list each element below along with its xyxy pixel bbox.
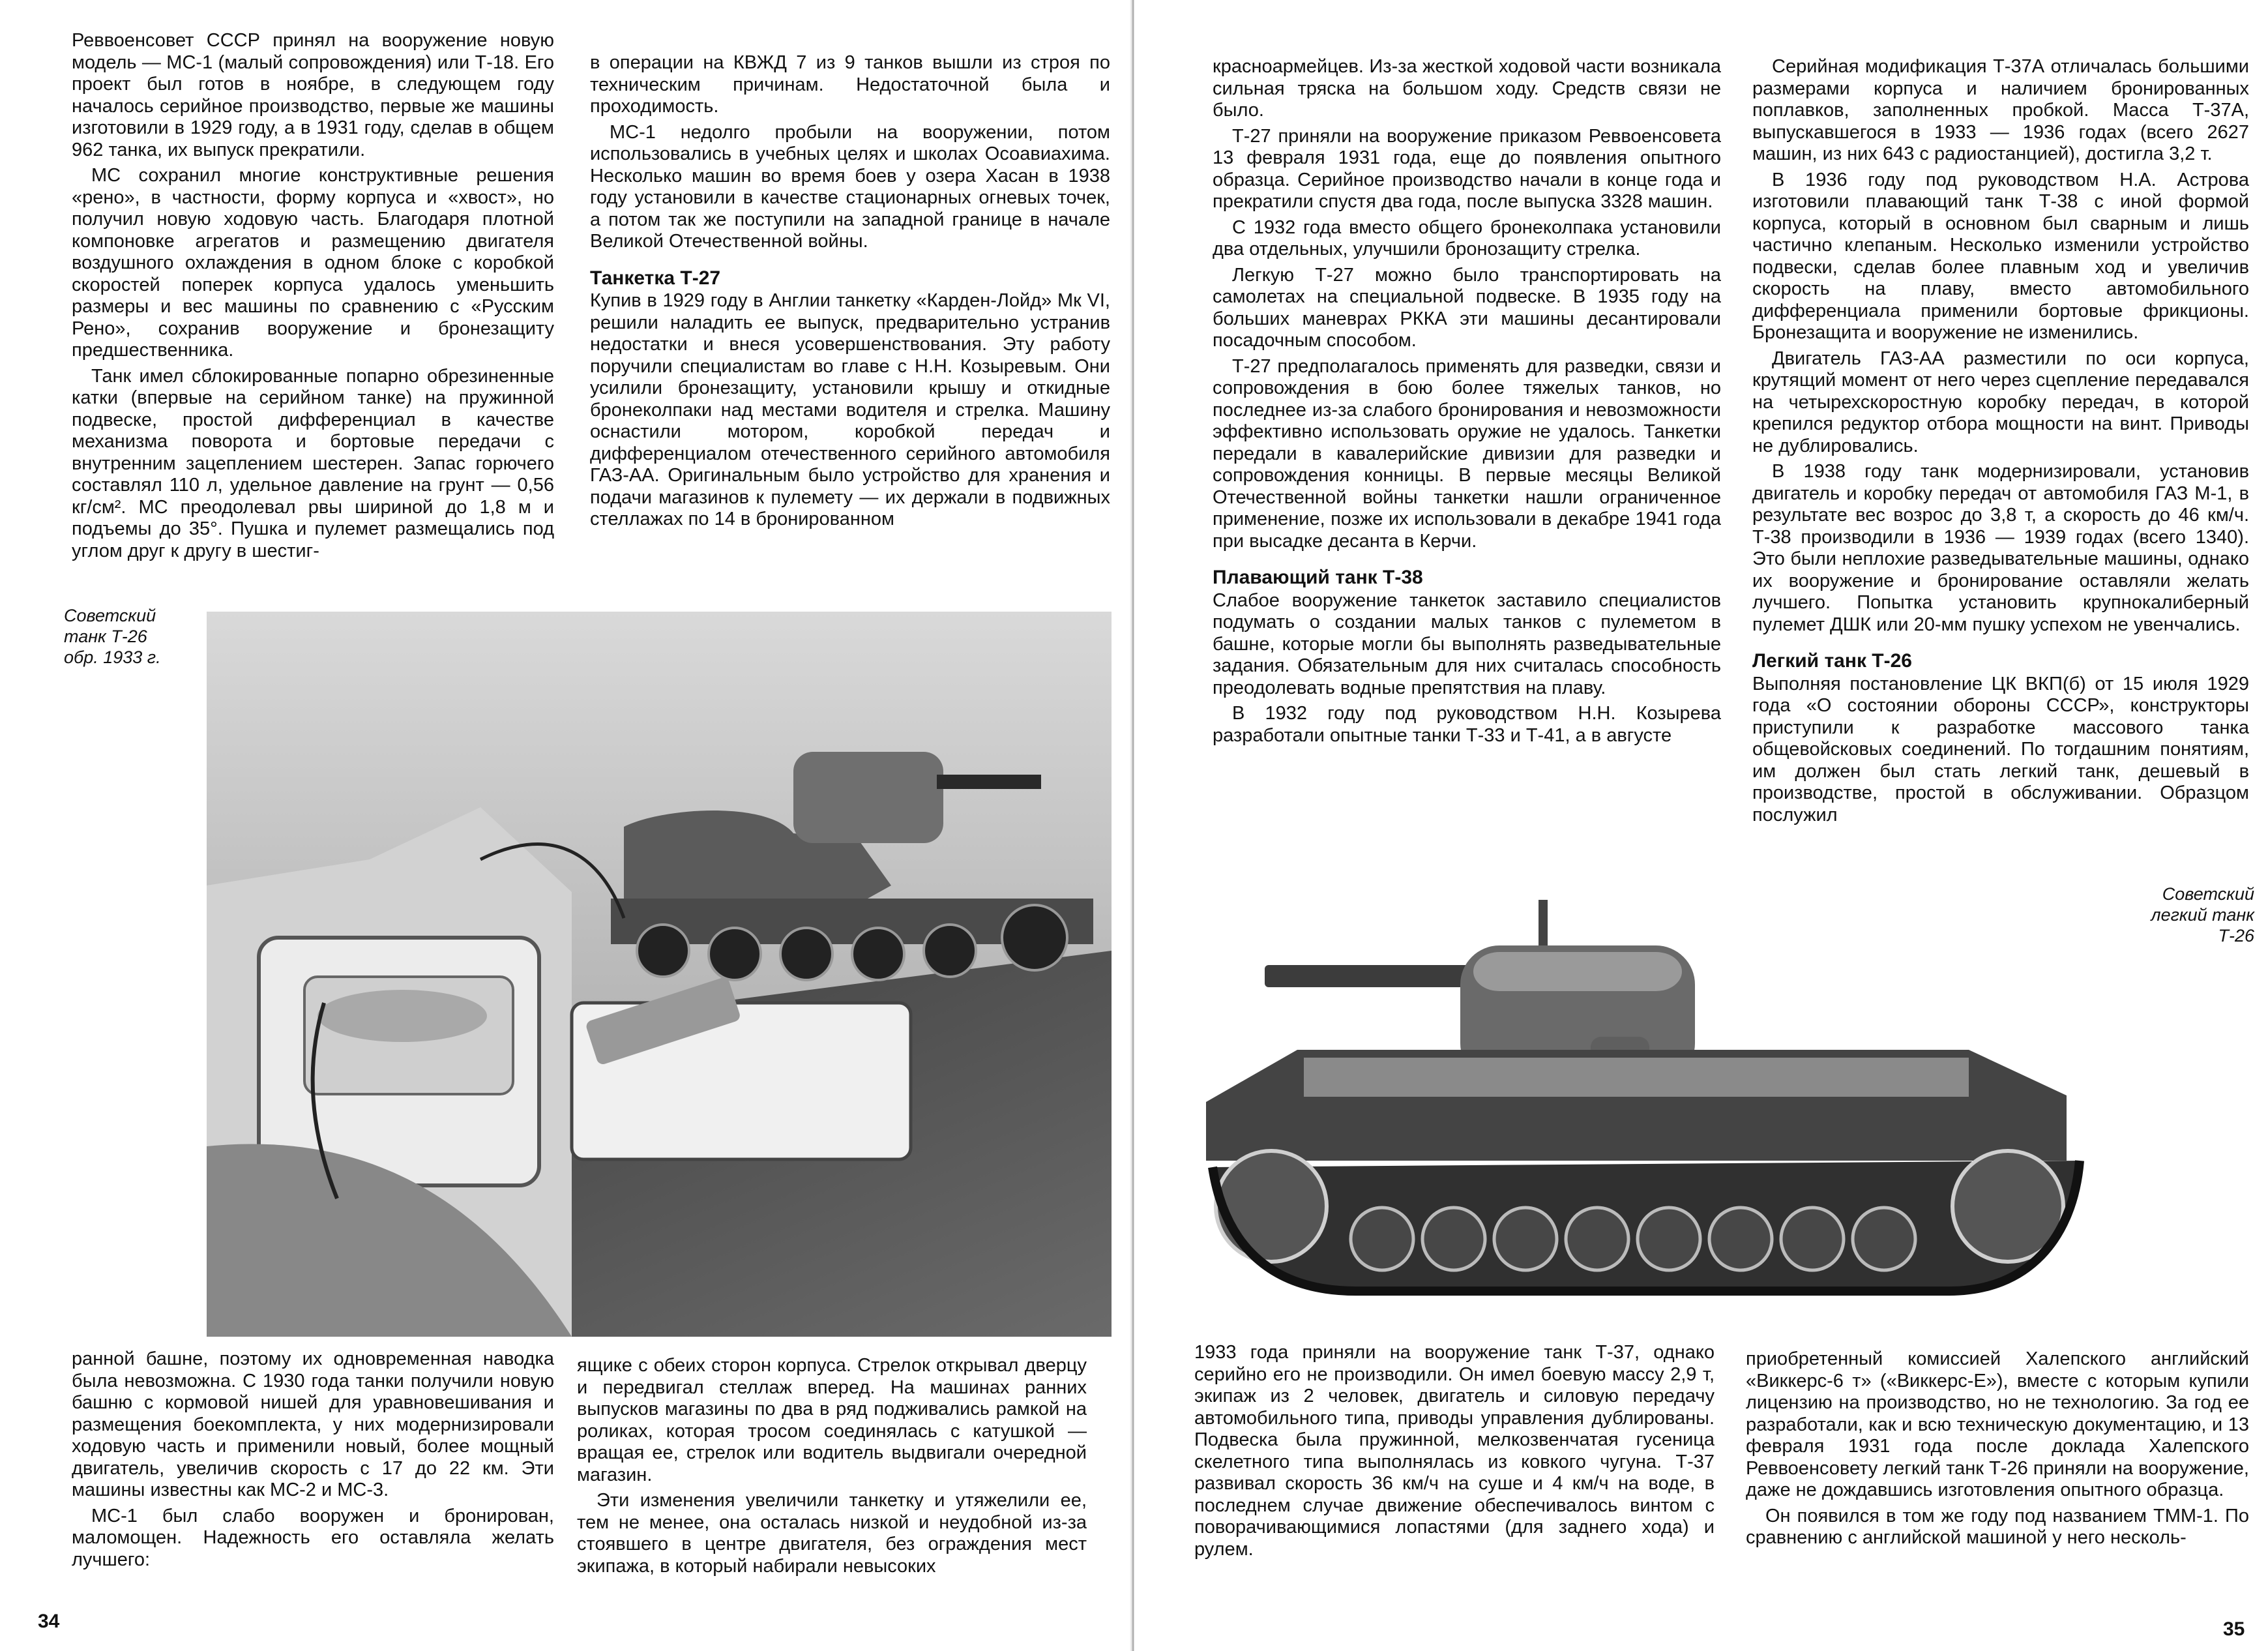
paragraph: приобретенный комиссией Халепского английский «Виккерс-6 т» («Виккерс-Е»), вместе с которым купили лицензию на производство, но не технологию. За год ее разработали, как и всю техническую документацию, и 13 февраля 1931 года после доклада Халепского Реввоенсовету легкий танк Т-26 приняли на вооружение, даже не дождавшись изготовления опытного образца. bbox=[1746, 1348, 2249, 1500]
paragraph: Он появился в том же году под названием ТММ-1. По сравнению с английской машиной у него несколь- bbox=[1746, 1505, 2249, 1548]
photo-t26-side bbox=[1200, 887, 2099, 1304]
photo-t26-1933 bbox=[207, 612, 1112, 1337]
caption-line: Советский bbox=[64, 606, 156, 625]
paragraph: ящике с обеих сторон корпуса. Стрелок открывал дверцу и передвигал стеллаж вперед. На машинах ранних выпусков магазины по два в ряд подживались рамкой на роликах, которая тросом соединялась с катушкой — вращая ее, стрелок или водитель выдвигали очередной магазин. bbox=[577, 1355, 1087, 1485]
paragraph: В 1932 году под руководством Н.Н. Козырева разработали опытные танки Т-33 и Т-41, а в августе bbox=[1213, 703, 1721, 746]
paragraph: Т-27 приняли на вооружение приказом Реввоенсовета 13 февраля 1931 года, еще до появления опытного образца. Серийное производство начали в конце года и прекратили спустя два года, после выпуска 3328 машин. bbox=[1213, 125, 1721, 212]
photo-caption-left bbox=[64, 605, 194, 668]
paragraph: Танк имел сблокированные попарно обрезиненные катки (впервые на серийном танке) на пружинной подвеске, простой дифференциал в качестве механизма поворота и бортовые передачи с внутренним зацеплением шестерен. Запас горючего составлял 110 л, удельное давление на грунт — 0,56 кг/см². МС преодолевал рвы шириной до 1,8 м и подъемы до 35°. Пушка и пулемет размещались под углом друг к другу в шестиг- bbox=[72, 365, 554, 561]
paragraph: ранной башне, поэтому их одновременная наводка была невозможна. С 1930 года танки получили новую башню с кормовой нишей для уравновешивания и размещения боекомплекта, у них модернизировали ходовую часть и применили новый, более мощный двигатель, увеличив скорость с 17 до 22 км. Эти машины известны как МС-2 и МС-3. bbox=[72, 1348, 554, 1500]
caption-line: легкий танк bbox=[2151, 905, 2254, 925]
paragraph: Эти изменения увеличили танкетку и утяжелили ее, тем не менее, она осталась низкой и неудобной из-за стоявшего в центре двигателя, без ограждения мест экипажа, в который набирали невысоких bbox=[577, 1490, 1087, 1577]
right-col1-bottom bbox=[1194, 1342, 1715, 1560]
photo-caption-right bbox=[2099, 884, 2254, 946]
caption-line: Советский bbox=[2162, 884, 2254, 904]
left-col1-bottom bbox=[72, 1348, 554, 1571]
left-col2-top bbox=[590, 52, 1110, 531]
paragraph: Слабое вооружение танкеток заставило специалистов подумать о создании малых танков с пулеметом в башне, которые могли бы выполнять разведывательные задания. Обязательным для них считалась способность преодолевать водные препятствия на плаву. bbox=[1213, 589, 1721, 698]
paragraph: Двигатель ГАЗ-АА разместили по оси корпуса, крутящий момент от него через сцепление передавался на четырехскоростную коробку передач, в которой крепился редуктор отбора мощности на винт. Приводы не дублировались. bbox=[1752, 348, 2249, 456]
paragraph: в операции на КВЖД 7 из 9 танков вышли из строя по техническим причинам. Недостаточной была и проходимость. bbox=[590, 52, 1110, 117]
paragraph: Легкую Т-27 можно было транспортировать на самолетах на специальной подвеске. В 1935 году на больших маневрах РККА эти машины десантировали посадочным способом. bbox=[1213, 264, 1721, 351]
paragraph: МС-1 недолго пробыли на вооружении, потом использовались в учебных целях и школах Осоавиахима. Несколько машин во время боев у озера Хасан в 1938 году установили в качестве стационарных огневых точек, а потом так же поступили на западной границе в начале Великой Отечественной войны. bbox=[590, 121, 1110, 252]
paragraph: В 1936 году под руководством Н.А. Астрова изготовили плавающий танк Т-38 с иной формой корпуса, который в основном был сварным и лишь частично клепаным. Несколько изменили устройство подвески, сделав более плавным ход и увеличив скорость на плаву, вместо автомобильного дифференциала применили бортовые фрикционы. Бронезащита и вооружение не изменились. bbox=[1752, 169, 2249, 343]
right-col1-top bbox=[1213, 56, 1721, 747]
paragraph: 1933 года приняли на вооружение танк Т-37, однако серийно его не производили. Он имел боевую массу 2,9 т, экипаж из 2 человек, двигатель и силовую передачу автомобильного типа, приводы управления дублированы. Подвеска была пружинной, мелкозвенчатая гусеница скелетного типа выполнялась из ковкого чугуна. Т-37 развивал скорость 36 км/ч на суше и 4 км/ч на воде, в последнем случае движение обеспечивалось винтом с поворачивающимися лопастями (для заднего хода) и рулем. bbox=[1194, 1342, 1715, 1560]
page-number-left: 34 bbox=[38, 1611, 60, 1632]
paragraph: Выполняя постановление ЦК ВКП(б) от 15 июля 1929 года «О состоянии обороны СССР», конструкторы приступили к разработке массового танка общевойсковых соединений. По тогдашним понятиям, им должен был стать легкий танк, дешевый в производстве, простой в обслуживании. Образцом послужил bbox=[1752, 673, 2249, 826]
right-col2-bottom bbox=[1746, 1348, 2249, 1549]
paragraph: Реввоенсовет СССР принял на вооружение новую модель — МС-1 (малый сопровождения) или Т-18. Его проект был готов в ноябре, в следующем году началось серийное производство, первые же машины изготовили в 1929 году, а в 1931 году, сделав в общем 962 танка, их выпуск прекратили. bbox=[72, 30, 554, 160]
paragraph: С 1932 года вместо общего бронеколпака установили два отдельных, улучшили бронозащиту стрелка. bbox=[1213, 216, 1721, 260]
caption-line: Т-26 bbox=[2218, 926, 2254, 945]
paragraph: МС сохранил многие конструктивные решения «рено», в частности, форму корпуса и «хвост», но получил новую ходовую часть. Благодаря плотной компоновке агрегатов и размещению двигателя воздушного охлаждения в одном блоке с коробкой скоростей поперек корпуса удалось уменьшить размеры и вес машины по сравнению с «Русским Рено», сохранив вооружение и бронезащиту предшественника. bbox=[72, 165, 554, 361]
right-page bbox=[1134, 0, 2268, 1651]
paragraph: МС-1 был слабо вооружен и бронирован, маломощен. Надежность его оставляла желать лучшего: bbox=[72, 1505, 554, 1570]
caption-line: танк Т-26 bbox=[64, 627, 147, 646]
right-col2-top bbox=[1752, 56, 2249, 826]
paragraph: В 1938 году танк модернизировали, установив двигатель и коробку передач от автомобиля ГАЗ М-1, в результате вес возрос до 3,8 т, а скорость до 46 км/ч. Т-38 производили в 1936 — 1939 годах (всего 1340). Это были неплохие разведывательные машины, однако их вооружение и бронирование оставляли желать лучшего. Попытка установить крупнокалиберный пулемет ДШК или 20-мм пушку успехом не увенчались. bbox=[1752, 461, 2249, 635]
paragraph: красноармейцев. Из-за жесткой ходовой части возникала сильная тряска на большом ходу. Средств связи не было. bbox=[1213, 56, 1721, 121]
left-col1-top bbox=[72, 30, 554, 562]
section-heading-t26: Легкий танк Т-26 bbox=[1752, 650, 1912, 672]
left-col2-bottom bbox=[577, 1355, 1087, 1577]
section-heading-t27: Танкетка Т-27 bbox=[590, 267, 721, 289]
paragraph: Купив в 1929 году в Англии танкетку «Карден-Лойд» Мк VI, решили наладить ее выпуск, предварительно устранив недостатки и внеся усовершенствования. Эту работу поручили специалистам во главе с Н.Н. Козыревым. Они усилили бронезащиту, установили крышу и откидные бронеколпаки над местами водителя и стрелка. Машину оснастили мотором, коробкой передач и дифференциалом отечественного серийного автомобиля ГАЗ-АА. Оригинальным было устройство для хранения и подачи магазинов к пулемету — их держали в подвижных стеллажах по 14 в бронированном bbox=[590, 290, 1110, 529]
left-page bbox=[0, 0, 1131, 1651]
page-number-right: 35 bbox=[2223, 1618, 2245, 1640]
paragraph: Т-27 предполагалось применять для разведки, связи и сопровождения в бою более тяжелых танков, но последнее из-за слабого бронирования и невозможности эффективно использовать оружие не удалось. Танкетки передали в кавалерийские дивизии для разведки и сопровождения конницы. В первые месяцы Великой Отечественной войны танкетки нашли ограниченное применение, позже их использовали в декабре 1941 года при высадке десанта в Керчи. bbox=[1213, 355, 1721, 552]
caption-line: обр. 1933 г. bbox=[64, 647, 161, 667]
section-heading-t38: Плавающий танк Т-38 bbox=[1213, 567, 1423, 588]
paragraph: Серийная модификация Т-37А отличалась большими размерами корпуса и наличием бронированных поплавков, заполненных пробкой. Масса Т-37А, выпускавшегося в 1933 — 1936 годах (всего 2627 машин, из них 643 с радиостанцией), достигла 3,2 т. bbox=[1752, 56, 2249, 164]
